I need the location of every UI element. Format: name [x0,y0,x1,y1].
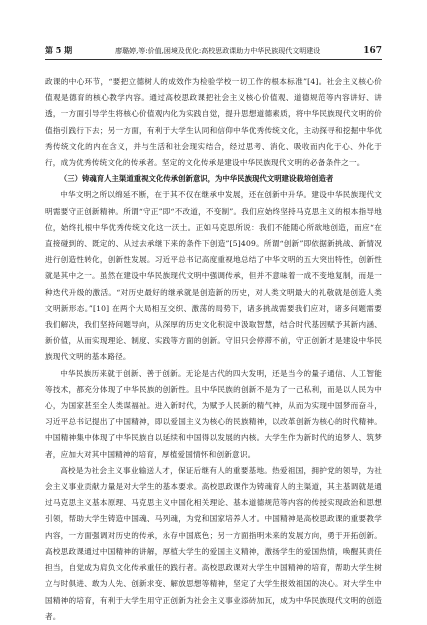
paragraph-continuation: 政课的中心环节，“要把立德树人的成效作为检验学校一切工作的根本标准”[4]。社会主义核心价值观是德育的核心教学内容。通过高校思政课把社会主义核心价值观、道德规范等内容讲好、讲透，一方面引导学生将核心价值观内化为实践自觉，提升思想道德素质，将中华民族现代文明的价值指引践行下去；另一方面，有利于大学生认同和信仰中华优秀传统文化，主动探寻和挖掘中华优秀传统文化的内在含义，并与生活和社会现实结合，经过思考、消化、吸收而内化于心、外化于行，成为优秀传统文化的传承者。坚定的文化传承是建设中华民族现代文明的必备条件之一。 [45,77,382,168]
section-heading: （三）铸魂育人主渠道重视文化传承创新意识，为中华民族现代文明建设栽培创造者 [59,174,334,184]
paragraph: 中华文明之所以绵延不断，在于其不仅在继承中发展，还在创新中升华。建设中华民族现代文明需要守正创新精神。所谓“守正”即“不改道，不变制”。我们应始终坚持马克思主义的根本指导地位，始终扎根中华优秀传统文化这一沃土。正如马克思所说：我们不能随心所欲地创造，而应“在直接碰到的、既定的、从过去承继下来的条件下创造”[5]409。所谓“创新”即依据新挑战、新情况进行创造性转化，创新性发展。习近平总书记高度重视地总结了中华文明的五大突出特性，创新性就是其中之一。虽然在建设中华民族现代文明中强调传承，但并不意味着一成不变地复制，而是一种迭代升级的激活。“对历史最好的继承就是创造新的历史，对人类文明最大的礼敬就是创造人类文明新形态。”[10] 在两个大局相互交织、激荡的局势下，诸多挑战需要我们应对，诸多问题需要我们解决，我们坚持问题导向，从深厚的历史文化积淀中汲取智慧，结合时代基因赋予其新内涵、新价值，从而实现理论、制度、实践等方面的创新。守旧只会停滞不前，守正创新才是建设中华民族现代文明的基本路径。 [45,190,382,362]
running-title: 廖璐婷,等:价值,困境及优化:高校思政课助力中华民族现代文明建设 [115,47,321,55]
paragraph: 高校是为社会主义事业输送人才，保证后继有人的重要基地。热爱祖国，拥护党的领导，为社会主义事业贡献力量是对大学生的基本要求。高校思政课作为铸魂育人的主渠道，其主基调就是通过马克思主义基本原理、马克思主义中国化相关理论、基本道德规范等内容的传授实现政治和思想引领，帮助大学生铸造中国魂、马列魂，为党和国家培养人才。中国精神是高校思政课的重要教学内容，一方面强调对历史的传承，永存中国底色；另一方面指明未来的发展方向，勇于开拓创新。高校思政课通过中国精神的讲解，厚植大学生的爱国主义精神，激扬学生的爱国热情，唤醒其责任担当，自觉成为肩负文化传承重任的践行者。高校思政课对大学生中国精神的培育，帮助大学生树立与时俱进、敢为人先、创新求变、解放思想等精神，坚定了大学生报效祖国的决心。对大学生中国精神的培育，有利于大学生用守正创新为社会主义事业添砖加瓦，成为中华民族现代文明的创造者。 [45,465,382,621]
article-body [45,74,382,625]
page-number: 167 [363,46,382,56]
issue-number: 第 5 期 [45,45,73,55]
paragraph: 中华民族历来就于创新、善于创新。无论是古代的四大发明，还是当今的量子通信、人工智能等技术，都充分体现了中华民族的创新性。且中华民族的创新不是为了一己私利，而是以人民为中心，为国家甚至全人类谋福祉。进入新时代，为赋予人民新的精气神，从而为实现中国梦而奋斗，习近平总书记提出了中国精神，即以爱国主义为核心的民族精神，以改革创新为核心的时代精神。中国精神集中体现了中华民族自以延续和中国得以发展的内核。大学生作为新时代的追梦人、筑梦者，应加大对其中国精神的培育，厚植爱国情怀和创新意识。 [45,368,382,459]
page-header [45,42,382,60]
